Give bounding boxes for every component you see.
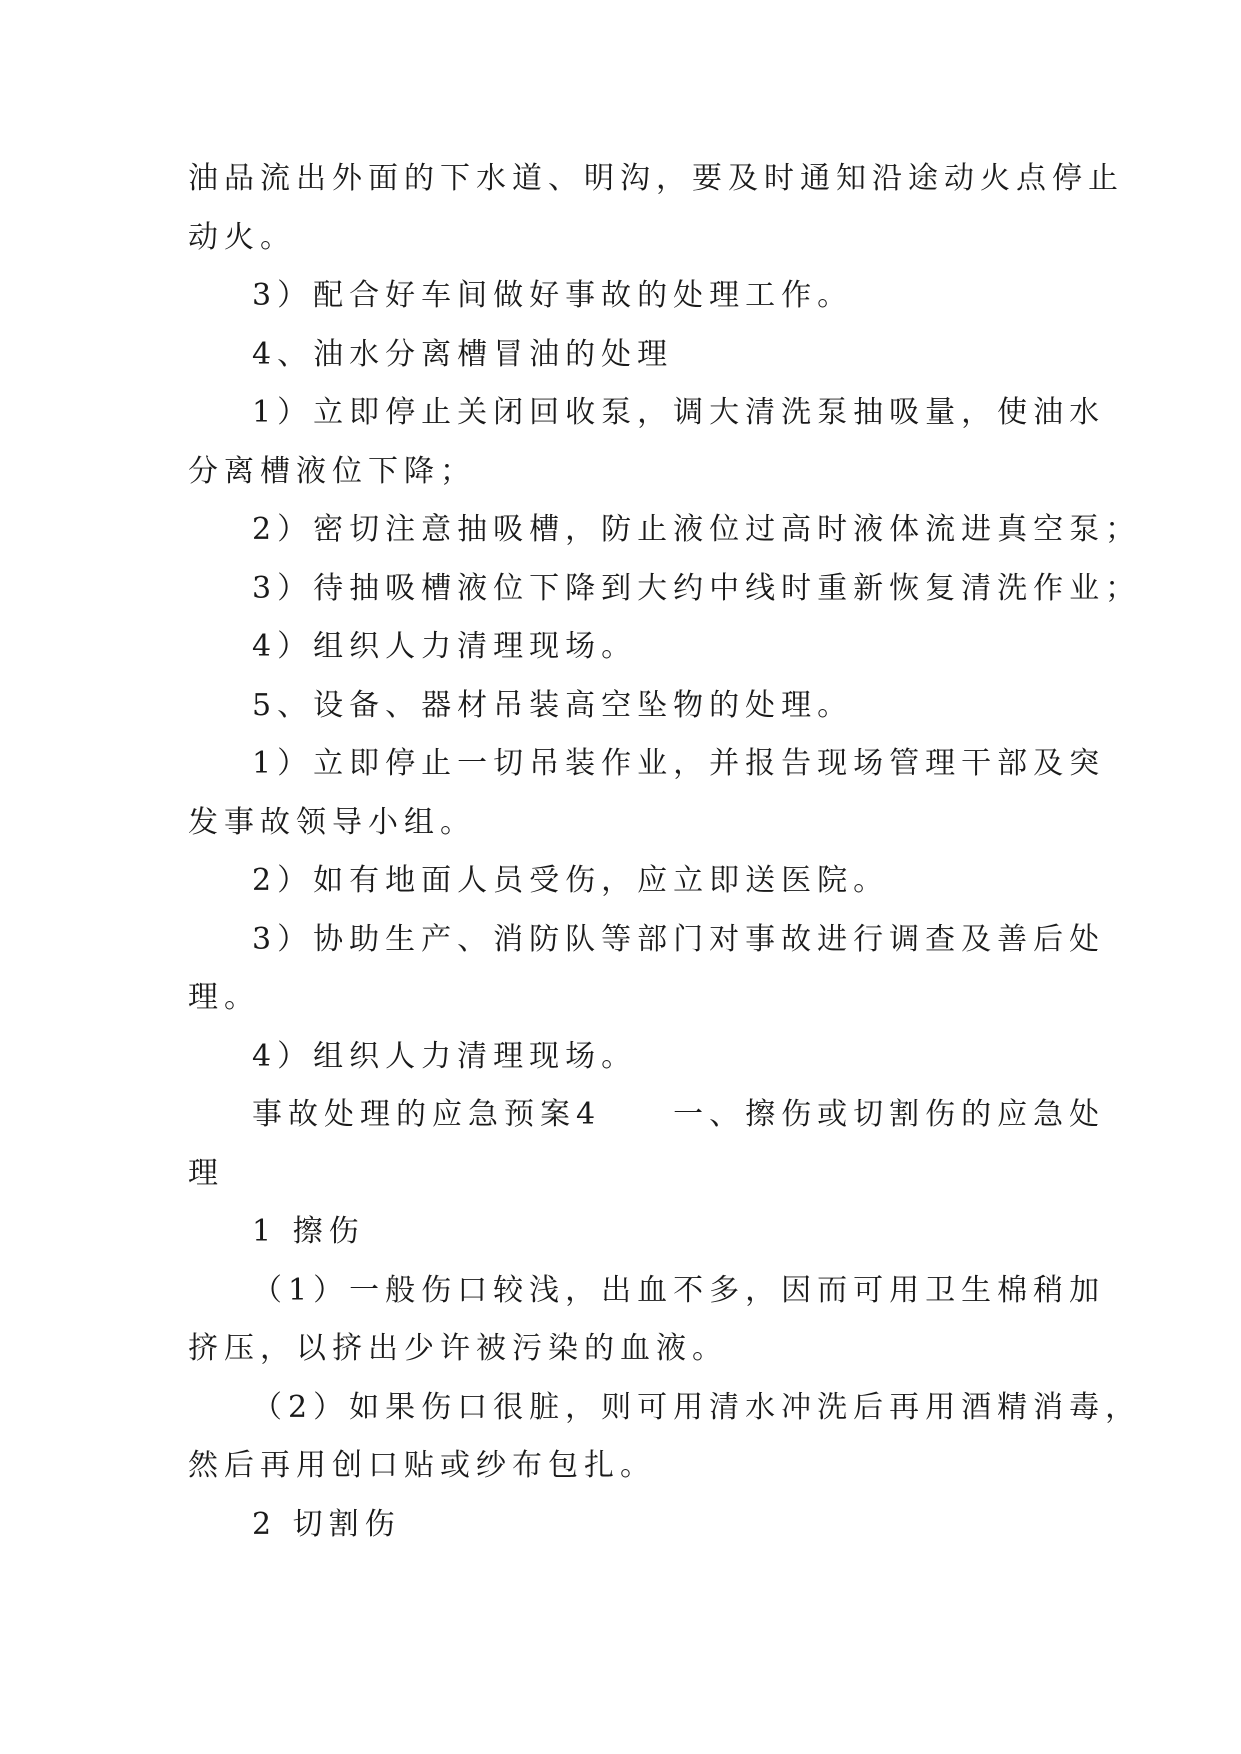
text-line: 理: [188, 1155, 224, 1191]
text-line: 2）密切注意抽吸槽，防止液位过高时液体流进真空泵；: [252, 512, 1142, 547]
text-line: 理。: [188, 980, 260, 1015]
document-body: [188, 150, 1142, 1554]
text-line: 3）待抽吸槽液位下降到大约中线时重新恢复清洗作业；: [252, 570, 1142, 606]
plan-title: 事故处理的应急预案4: [252, 1097, 602, 1132]
text-line: 1）立即停止关闭回收泵，调大清洗泵抽吸量，使油水: [252, 395, 1106, 430]
text-line: 3）配合好车间做好事故的处理工作。: [252, 278, 854, 313]
text-line: 然后再用创口贴或纱布包扎。: [188, 1448, 656, 1483]
plan-heading-line: [188, 1086, 1106, 1145]
text-line: 油品流出外面的下水道、明沟，要及时通知沿途动火点停止: [188, 161, 1124, 196]
text-line: 4）组织人力清理现场。: [252, 629, 638, 664]
text-line: 2）如有地面人员受伤，应立即送医院。: [252, 863, 890, 898]
text-line: 分离槽液位下降；: [188, 453, 476, 489]
section-heading: 5、设备、器材吊装高空坠物的处理。: [252, 687, 854, 723]
section-heading: 4、油水分离槽冒油的处理: [252, 336, 674, 372]
text-line: 3）协助生产、消防队等部门对事故进行调查及善后处: [252, 921, 1106, 957]
subsection-heading: 1 擦伤: [252, 1214, 365, 1249]
text-line: 1）立即停止一切吊装作业，并报告现场管理干部及突: [252, 746, 1106, 781]
text-line: 发事故领导小组。: [188, 804, 476, 840]
section-heading: 一、擦伤或切割伤的应急处: [673, 1097, 1106, 1132]
text-line: 动火。: [188, 219, 296, 255]
text-line: 挤压，以挤出少许被污染的血液。: [188, 1331, 728, 1366]
text-line: 4）组织人力清理现场。: [252, 1038, 638, 1074]
text-line: （2）如果伤口很脏，则可用清水冲洗后再用酒精消毒，: [252, 1389, 1142, 1425]
subsection-heading: 2 切割伤: [252, 1506, 401, 1542]
text-line: （1）一般伤口较浅，出血不多，因而可用卫生棉稍加: [252, 1272, 1106, 1308]
